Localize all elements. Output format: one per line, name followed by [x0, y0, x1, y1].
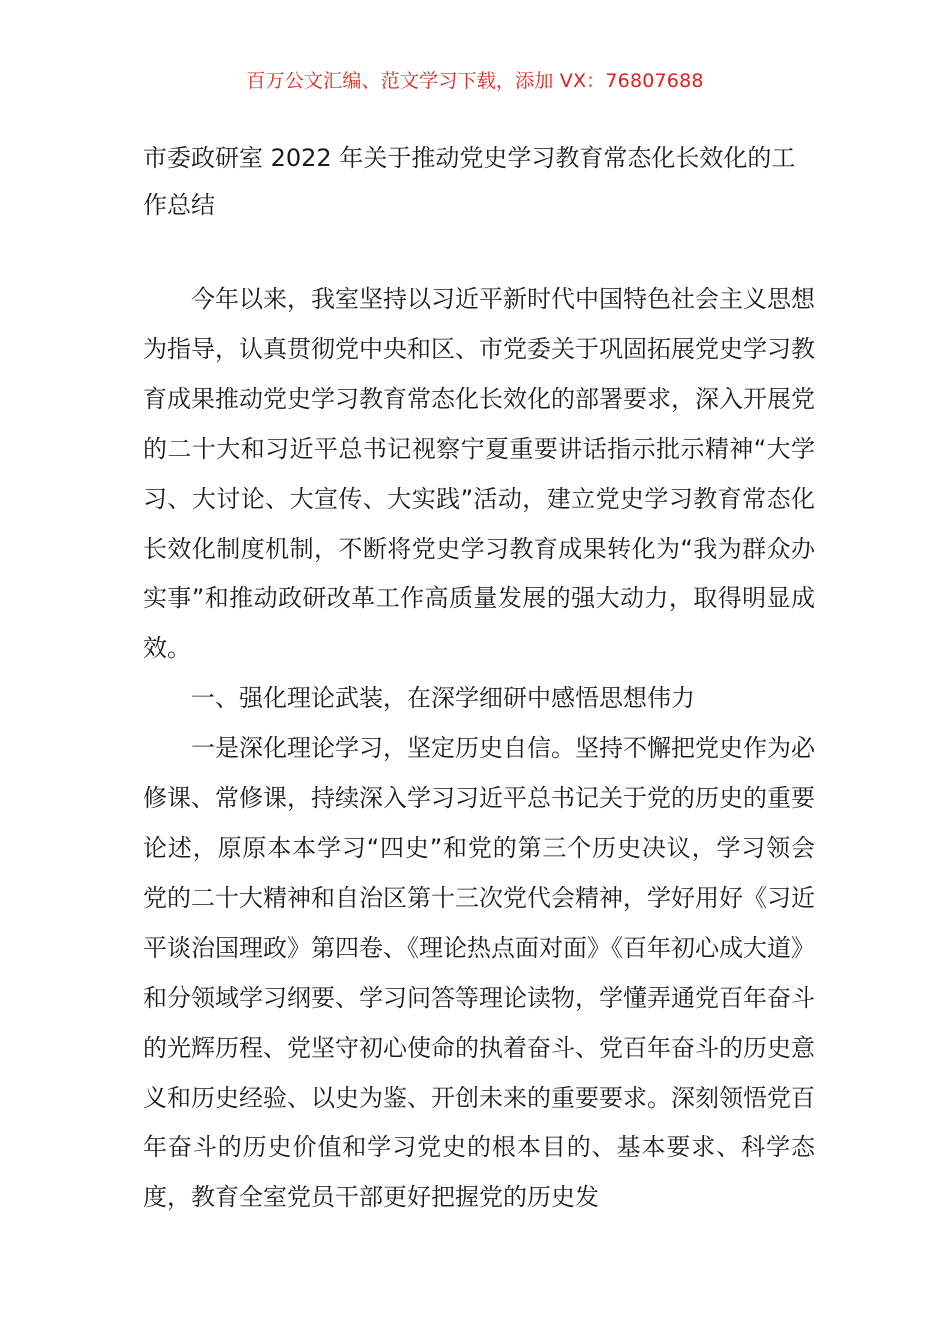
paragraph-theory-study: 一是深化理论学习，坚定历史自信。坚持不懈把党史作为必修课、常修课，持续深入学习习近平总书记关于党的历史的重要论述，原原本本学习“四史”和党的第三个历史决议，学习领会党的二十大精神和自治区第十三次党代会精神，学好用好《习近平谈治国理政》第四卷、《理论热点面对面》《百年初心成大道》和分领域学习纲要、学习问答等理论读物，学懂弄通党百年奋斗的光辉历程、党坚守初心使命的执着奋斗、党百年奋斗的历史意义和历史经验、以史为鉴、开创未来的重要要求。深刻领悟党百年奋斗的历史价值和学习党史的根本目的、基本要求、科学态度，教育全室党员干部更好把握党的历史发 — [143, 734, 815, 1212]
document-title: 市委政研室 2022 年关于推动党史学习教育常态化长效化的工作总结 — [143, 144, 796, 219]
watermark-banner: 百万公文汇编、范文学习下载，添加 VX：76807688 — [246, 70, 704, 92]
section-heading-1: 一、强化理论武装，在深学细研中感悟思想伟力 — [191, 684, 695, 713]
document-body — [143, 275, 815, 1223]
paragraph-intro: 今年以来，我室坚持以习近平新时代中国特色社会主义思想为指导，认真贯彻党中央和区、市党委关于巩固拓展党史学习教育成果推动党史学习教育常态化长效化的部署要求，深入开展党的二十大和习近平总书记视察宁夏重要讲话指示批示精神“大学习、大讨论、大宣传、大实践”活动，建立党史学习教育常态化长效化制度机制，不断将党史学习教育成果转化为“我为群众办实事”和推动政研改革工作高质量发展的强大动力，取得明显成效。 — [143, 285, 815, 663]
